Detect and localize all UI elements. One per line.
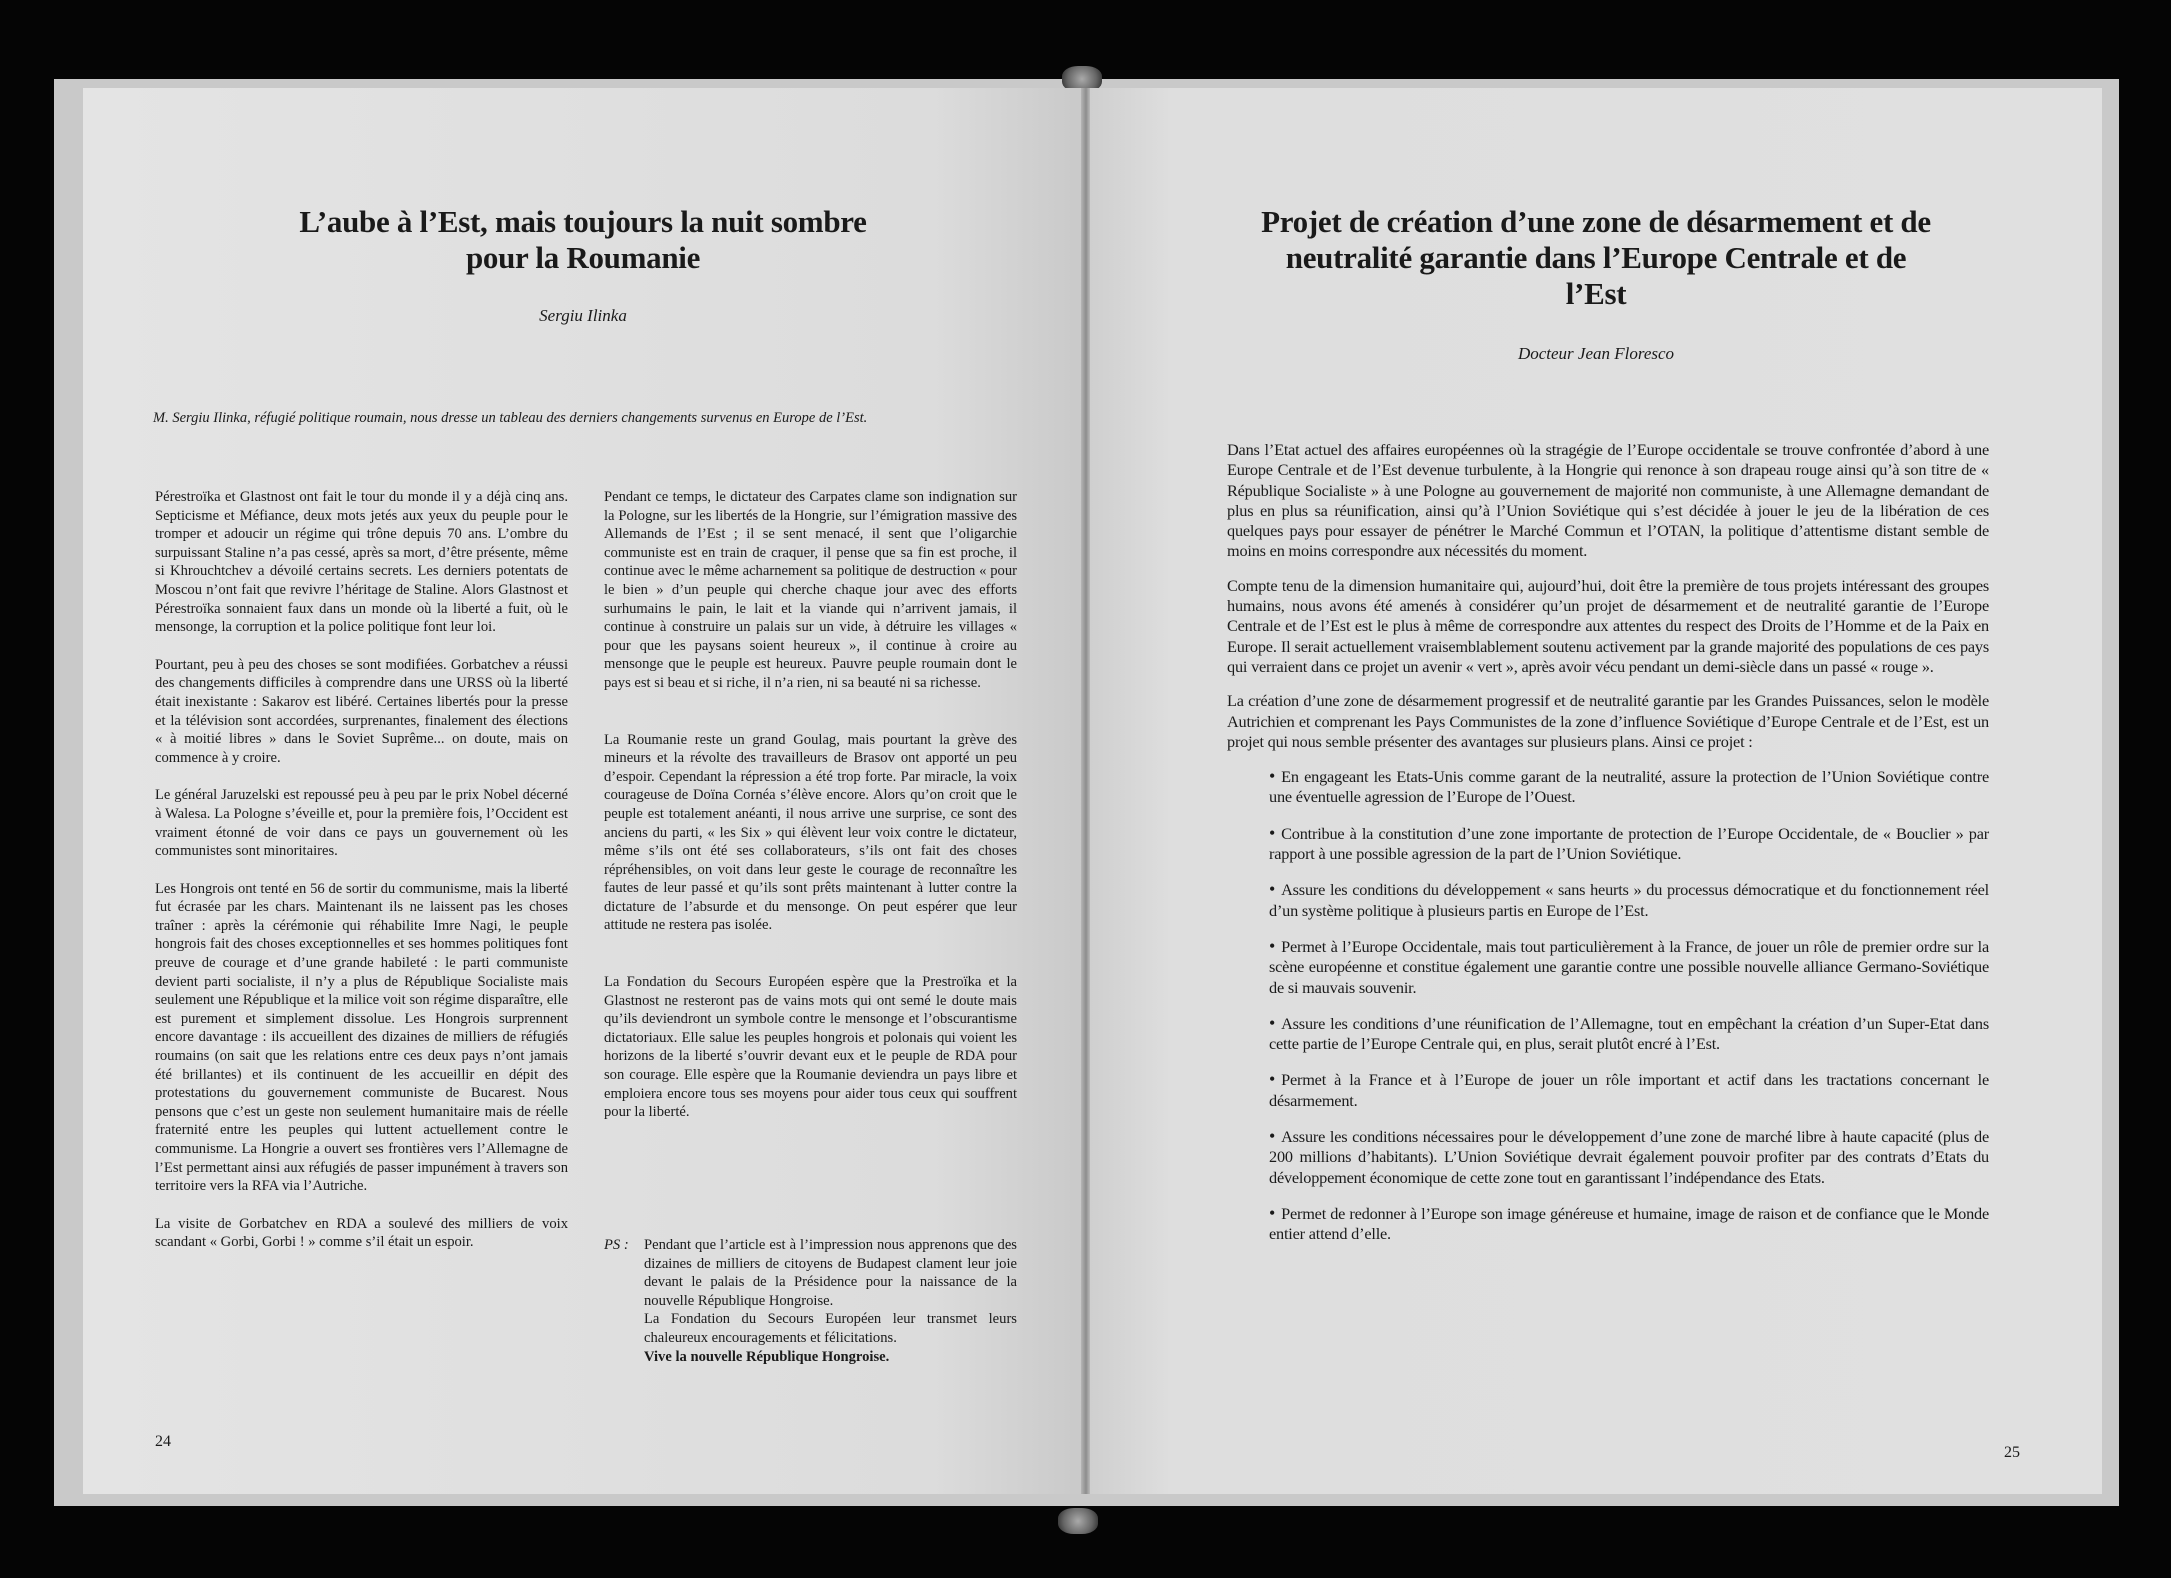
paragraph: La Roumanie reste un grand Goulag, mais pourtant la grève des mineurs et la révolte des travailleurs de Brasov ont apporté un peu d’espoir. Cependant la répression a été trop forte. Par miracle, la voix courageuse de Doïna Cornéa s’élève encore. Alors qu’on croit que le peuple est totalement anéanti, il nous arrive une surprise, ce sont des anciens du parti, « les Six » qui élèvent leur voix contre le dictateur, même s’ils ont été ses collaborateurs, s’ils ont fait des choses répréhensibles, on voit dans leur geste le courage de reconnaître les fautes de leur passé et qu’ils sont prêts maintenant à lutter contre la dictature de l’absurde et du mensonge. On peut espérer que leur attitude ne restera pas isolée. <box>604 731 1017 934</box>
left-page <box>83 88 1083 1494</box>
left-title-line-2: pour la Roumanie <box>465 240 701 275</box>
left-column-1 <box>155 488 568 1271</box>
paragraph: La Fondation du Secours Européen espère que la Prestroïka et la Glastnost ne resteront pas de vains mots qui ont semé le doute mais qu’ils deviendront un symbole contre le mensonge et l’obscurantisme dictatoriaux. Elle salue les peuples hongrois et polonais qui voient les horizons de la liberté s’ouvrir devant eux et le peuple de RDA pour son courage. Elle espère que la Roumanie deviendra un pays libre et emploiera encore tous ses moyens pour aider tous ceux qui souffrent pour la liberté. <box>604 974 1017 1121</box>
page-number-left: 24 <box>155 1433 171 1450</box>
right-title-line-1: Projet de création d’une zone de désarmement et de <box>1261 204 1931 239</box>
bullet-icon: • <box>1269 935 1276 956</box>
paragraph: Dans l’Etat actuel des affaires européennes où la stragégie de l’Europe occidentale se trouve confrontée d’abord à une Europe Centrale et de l’Est devenue turbulente, à la Hongrie qui renonce à son drapeau rouge ainsi qu’à son titre de « République Socialiste » à une Pologne au gouvernement de majorité non communiste, à une Allemagne demandant de plus en plus sa réunification, ainsi qu’à l’Union Soviétique qui s’est décidée à jouer le jeu de la libération de ces quelques pays pour essayer de pénétrer le Marché Commun et l’OTAN, la politique d’attentisme distant semble de moins en moins correspondre aux nécessités du moment. <box>1227 440 1989 561</box>
right-title-line-2: neutralité garantie dans l’Europe Centrale et de <box>1285 240 1907 275</box>
list-item: • Permet à la France et à l’Europe de jouer un rôle important et actif dans les tractations concernant le désarmement. <box>1269 1069 1989 1110</box>
paragraph: Compte tenu de la dimension humanitaire qui, aujourd’hui, doit être la première de tous projets intéressant des groupes humains, nous avons été amenés à considérer qu’un projet de désarmement et de neutralité garantie de l’Europe Centrale et de l’Est est le plus à même de correspondre aux attentes du respect des Droits de l’Homme et de la Paix en Europe. Il serait actuellement vraisemblablement soutenu activement par la grande majorité des populations de ces pays qui verraient dans ce projet un avenir « vert », après avoir vécu pendant un demi-siècle dans un passé « rouge ». <box>1227 575 1989 676</box>
bullet-icon: • <box>1269 879 1276 900</box>
paragraph: Pourtant, peu à peu des choses se sont modifiées. Gorbatchev a réussi des changements difficiles à comprendre dans une URSS où la liberté était inexistante : Sakarov est libéré. Certaines libertés pour la presse et la télévision sont accordées, surprenantes, finalement des élections « à moitié libres » dans le Soviet Suprême... on doute, mais on commence à y croire. <box>155 656 568 766</box>
list-item: • Permet de redonner à l’Europe son image généreuse et humaine, image de raison et de confiance que le Monde entier attend d’elle. <box>1269 1202 1989 1244</box>
list-item: • Assure les conditions d’une réunification de l’Allemagne, tout en empêchant la création d’un Super-Etat dans cette partie de l’Europe Centrale qui, en plus, serait plutôt encré à l’Est. <box>1269 1012 1989 1054</box>
headband-bottom <box>1058 1508 1098 1534</box>
ps-label: PS : <box>604 1237 629 1253</box>
ps-text: Pendant que l’article est à l’impression nous apprenons que des dizaines de milliers de citoyens de Budapest clament leur joie devant le palais de la Présidence pour la naissance de la nouvelle République Hongroise. <box>644 1237 1017 1309</box>
list-item: • Assure les conditions nécessaires pour le développement d’une zone de marché libre à haute capacité (plus de 200 millions d’habitants). L’Union Soviétique devrait également pouvoir profiter par des contrats d’Etats du développement économique de cette zone tout en garantissant l’indépendance des Etats. <box>1269 1126 1989 1187</box>
paragraph: Le général Jaruzelski est repoussé peu à peu par le prix Nobel décerné à Walesa. La Pologne s’éveille et, pour la première fois, l’Occident est vraiment étonné de voir dans ce pays un gouvernement où les communistes sont minoritaires. <box>155 787 568 860</box>
left-article-intro: M. Sergiu Ilinka, réfugié politique roumain, nous dresse un tableau des derniers changements survenus en Europe de l’Est. <box>153 410 868 426</box>
paragraph: La création d’une zone de désarmement progressif et de neutralité garantie par les Grandes Puissances, selon le modèle Autrichien et comprenant les Pays Communistes de la zone d’influence Soviétique d’Europe Centrale et de l’Est, est un projet qui nous semble présenter des avantages sur plusieurs plans. Ainsi ce projet : <box>1227 691 1989 751</box>
right-page <box>1090 88 2102 1494</box>
list-item: • Assure les conditions du développement « sans heurts » du processus démocratique et du fonctionnement réel d’un système politique à plusieurs partis en Europe de l’Est. <box>1269 879 1989 920</box>
right-article-body <box>1227 440 1989 1260</box>
left-column-2 <box>604 488 1017 1141</box>
advantages-list <box>1227 766 1989 1244</box>
postscript <box>604 1236 1017 1366</box>
bullet-icon: • <box>1269 822 1276 843</box>
bullet-icon: • <box>1269 766 1276 787</box>
left-article-title <box>83 204 1083 276</box>
ps-closing: Vive la nouvelle République Hongroise. <box>644 1348 890 1365</box>
ps-text-2: La Fondation du Secours Européen leur transmet leurs chaleureux encouragements et félicitations. <box>644 1311 1017 1346</box>
list-item: • En engageant les Etats-Unis comme garant de la neutralité, assure la protection de l’Union Soviétique contre une éventuelle agression de l’Europe de l’Ouest. <box>1269 766 1989 807</box>
right-article-author: Docteur Jean Floresco <box>1517 344 1675 363</box>
right-article-title <box>1090 204 2102 312</box>
bullet-icon: • <box>1269 1202 1276 1223</box>
page-number-right: 25 <box>2004 1444 2020 1461</box>
bullet-icon: • <box>1269 1012 1276 1033</box>
left-title-line-1: L’aube à l’Est, mais toujours la nuit sombre <box>299 204 867 239</box>
bullet-icon: • <box>1269 1126 1276 1147</box>
list-item: • Contribue à la constitution d’une zone importante de protection de l’Europe Occidentale, de « Bouclier » par rapport à une possible agression de la part de l’Union Soviétique. <box>1269 822 1989 864</box>
paragraph: Les Hongrois ont tenté en 56 de sortir du communisme, mais la liberté fut écrasée par les chars. Maintenant ils ne laissent pas les choses traîner : après la cérémonie qui réhabilite Imre Nagi, le peuple hongrois fait des choses exceptionnelles et ses hommes politiques font preuve de courage et d’une grande habileté : le parti communiste devient parti socialiste, il n’y a plus de République Socialiste mais seulement une République et la milice voit son régime disparaître, elle est purement et simplement dissolue. Les Hongrois surprennent encore davantage : ils accueillent des dizaines de milliers de réfugiés roumains (on sait que les relations entre ces deux pays n’ont jamais été brillantes) et ils continuent de les accueillir en dépit des protestations du gouvernement communiste de Bucarest. Nous pensons que c’est un geste non seulement humanitaire mais de réelle fraternité entre les peuples qui luttent actuellement contre le communisme. La Hongrie a ouvert ses frontières vers l’Allemagne de l’Est permettant ainsi aux réfugiés de passer impunément à travers son territoire vers la RFA via l’Autriche. <box>155 880 568 1195</box>
right-title-line-3: l’Est <box>1565 276 1627 311</box>
list-item: • Permet à l’Europe Occidentale, mais tout particulièrement à la France, de jouer un rôle de premier ordre sur la scène européenne et constitue également une garantie contre une possible nouvelle alliance Germano-Soviétique de si mauvais souvenir. <box>1269 935 1989 997</box>
bullet-icon: • <box>1269 1069 1276 1090</box>
left-article-author: Sergiu Ilinka <box>539 306 627 325</box>
paragraph: Pendant ce temps, le dictateur des Carpates clame son indignation sur la Pologne, sur les libertés de la Hongrie, sur l’émigration massive des Allemands de l’Est ; il se sent menacé, il sent que l’oligarchie communiste est en train de craquer, il pense que sa fin est proche, il continue avec le même acharnement sa politique de destruction « pour le bien » d’un peuple qui cherche chaque jour avec des efforts surhumains le pain, le lait et la viande qui n’arrivent jamais, il continue à construire un palais sur un vide, à détruire les villages « pour que les paysans soient heureux », il continue à croire au mensonge que le peuple est heureux. Pauvre peuple roumain dont le pays est si beau et si riche, il n’a rien, ni sa beauté ni sa richesse. <box>604 489 1017 691</box>
paragraph: Pérestroïka et Glastnost ont fait le tour du monde il y a déjà cinq ans. Septicisme et Méfiance, deux mots jetés aux yeux du peuple pour le tromper et adoucir un régime qui trône depuis 70 ans. L’ombre du surpuissant Staline n’a pas cessé, après sa mort, d’être présente, même si Khrouchtchev a dévoilé certains secrets. Les derniers potentats de Moscou n’ont fait que revivre l’héritage de Staline. Alors Glastnost et Pérestroïka sonnaient faux dans un monde où la liberté a fuit, où le mensonge, la corruption et la police politique font leur loi. <box>155 489 568 636</box>
paragraph: La visite de Gorbatchev en RDA a soulevé des milliers de voix scandant « Gorbi, Gorbi ! » comme s’il était un espoir. <box>155 1215 568 1251</box>
